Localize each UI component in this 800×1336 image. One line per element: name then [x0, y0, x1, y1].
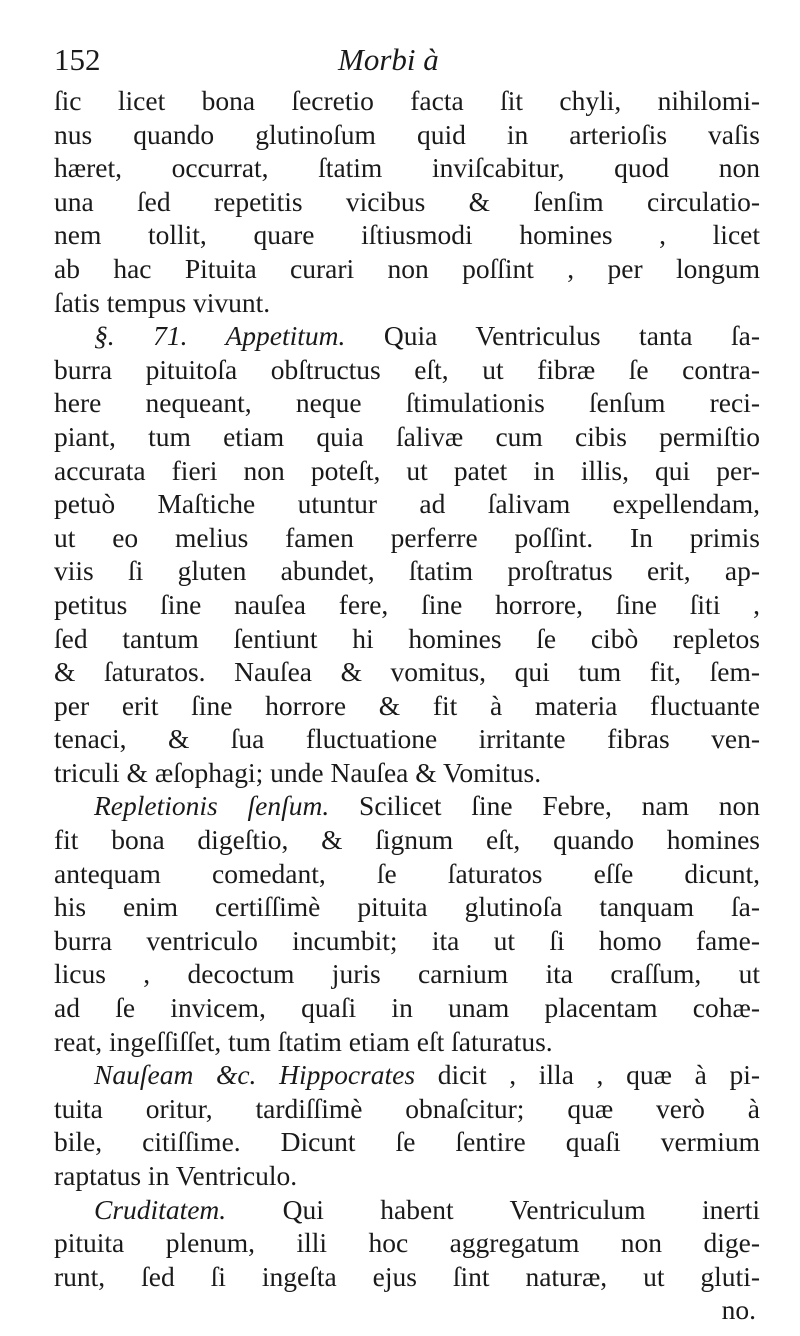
line-text: ſed tantum ſentiunt hi homines ſe cibò repletos — [54, 622, 760, 654]
line-text: antequam comedant, ſe ſaturatos eſſe dicunt, — [54, 857, 760, 889]
text-line — [54, 386, 760, 420]
text-line — [54, 185, 760, 219]
line-text: petitus ſine nauſea fere, ſine horrore, ſine ſiti , — [54, 588, 760, 620]
italic-lemma: Nauſeam &c. Hippocrates — [94, 1059, 416, 1091]
line-text: runt, ſed ſi ingeſta ejus ſint naturæ, ut gluti- — [54, 1260, 760, 1292]
line-text: burra ventriculo incumbit; ita ut ſi homo fame- — [54, 924, 760, 956]
running-title: Morbi à — [338, 42, 439, 77]
line-text: raptatus in Ventriculo. — [54, 1160, 298, 1191]
line-text: pituita plenum, illi hoc aggregatum non dige- — [54, 1227, 760, 1259]
line-text: his enim certiſſimè pituita glutinoſa tanquam ſa- — [54, 891, 760, 923]
text-line — [54, 151, 760, 185]
text-line — [54, 722, 760, 756]
text-line — [54, 1058, 760, 1092]
line-text: accurata fieri non poteſt, ut patet in illis, qui per- — [54, 454, 760, 486]
text-line — [54, 353, 760, 387]
line-text: Scilicet ſine Febre, nam non — [329, 790, 761, 822]
line-text: Qui habent Ventriculum inerti — [226, 1193, 760, 1225]
text-line — [54, 689, 760, 723]
line-text: bile, citiſſime. Dicunt ſe ſentire quaſi vermium — [54, 1126, 760, 1158]
line-text: licus , decoctum juris carnium ita craſſum, ut — [54, 958, 760, 990]
italic-lemma: §. 71. Appetitum. — [94, 320, 346, 352]
body-text — [54, 84, 760, 1293]
page-header — [54, 38, 760, 84]
italic-lemma: Repletionis ſenſum. — [94, 790, 330, 822]
page-number: 152 — [54, 42, 101, 77]
text-line — [54, 1226, 760, 1260]
line-text: dicit , illa , quæ à pi- — [415, 1059, 760, 1091]
text-line — [54, 521, 760, 555]
text-line — [54, 1193, 760, 1227]
text-line — [54, 319, 760, 353]
text-line — [54, 756, 760, 790]
line-text: viis ſi gluten abundet, ſtatim proſtratus erit, ap- — [54, 555, 760, 587]
text-line — [54, 890, 760, 924]
line-text: ab hac Pituita curari non poſſint , per longum — [54, 252, 760, 284]
text-line — [54, 286, 760, 320]
text-line — [54, 655, 760, 689]
line-text: ad ſe invicem, quaſi in unam placentam cohæ- — [54, 992, 760, 1024]
line-text: fit bona digeſtio, & ſignum eſt, quando homines — [54, 824, 760, 856]
text-line — [54, 454, 760, 488]
text-line — [54, 789, 760, 823]
text-line — [54, 554, 760, 588]
text-line — [54, 1159, 760, 1193]
text-line — [54, 924, 760, 958]
line-text: reat, ingeſſiſſet, tum ſtatim etiam eſt ſaturatus. — [54, 1025, 553, 1057]
catchword: no. — [721, 1294, 756, 1326]
text-line — [54, 857, 760, 891]
line-text: Quia Ventriculus tanta ſa- — [345, 320, 760, 352]
line-text: petuò Maſtiche utuntur ad ſalivam expellendam, — [54, 488, 760, 520]
text-line — [54, 218, 760, 252]
text-line — [54, 957, 760, 991]
line-text: tenaci, & ſua fluctuatione irritante fibras ven- — [54, 723, 760, 755]
text-line — [54, 1125, 760, 1159]
text-line — [54, 823, 760, 857]
line-text: una ſed repetitis vicibus & ſenſim circulatio- — [54, 185, 760, 217]
line-text: & ſaturatos. Nauſea & vomitus, qui tum fit, ſem- — [54, 656, 760, 688]
line-text: ſatis tempus vivunt. — [54, 286, 271, 318]
text-line — [54, 1260, 760, 1294]
line-text: burra pituitoſa obſtructus eſt, ut fibræ ſe contra- — [54, 353, 760, 385]
text-line — [54, 420, 760, 454]
line-text: tuita oritur, tardiſſimè obnaſcitur; quæ verò à — [54, 1092, 760, 1124]
text-line — [54, 991, 760, 1025]
line-text: piant, tum etiam quia ſalivæ cum cibis permiſtio — [54, 420, 760, 452]
line-text: nem tollit, quare iſtiusmodi homines , licet — [54, 219, 760, 251]
line-text: ut eo melius famen perferre poſſint. In primis — [54, 521, 760, 553]
line-text: nus quando glutinoſum quid in arterioſis vaſis — [54, 118, 760, 150]
line-text: ſic licet bona ſecretio facta ſit chyli, nihilomi- — [54, 85, 760, 116]
text-line — [54, 84, 760, 118]
text-line — [54, 118, 760, 152]
line-text: triculi & æſophagi; unde Nauſea & Vomitus. — [54, 756, 542, 788]
text-line — [54, 622, 760, 656]
text-line — [54, 252, 760, 286]
text-line — [54, 1025, 760, 1059]
line-text: here nequeant, neque ſtimulationis ſenſum reci- — [54, 387, 760, 419]
text-line — [54, 487, 760, 521]
text-line — [54, 588, 760, 622]
line-text: hæret, occurrat, ſtatim inviſcabitur, quod non — [54, 152, 760, 184]
italic-lemma: Cruditatem. — [94, 1193, 227, 1225]
line-text: per erit ſine horrore & fit à materia fluctuante — [54, 689, 760, 721]
text-line — [54, 1092, 760, 1126]
